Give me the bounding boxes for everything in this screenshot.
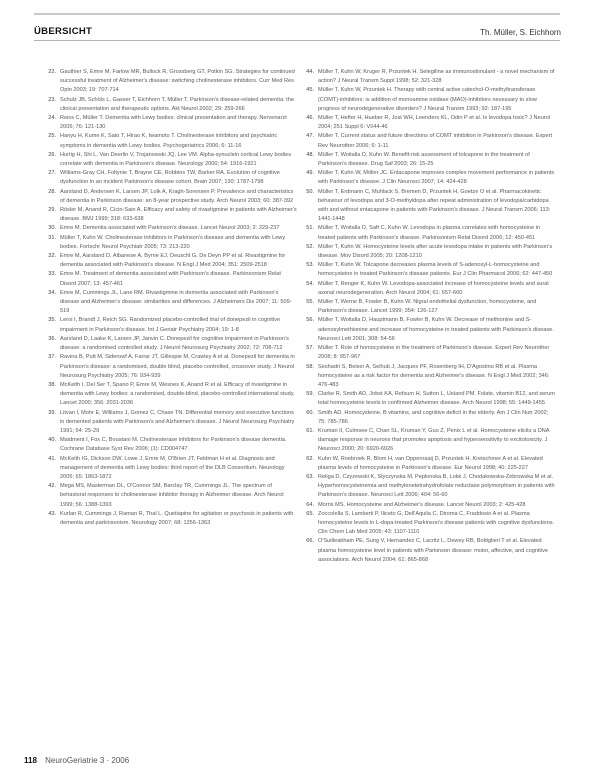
reference-item (306, 427, 556, 455)
reference-text: Kurlan R, Cummings J, Raman R, Thal L. Quetiapine for agitation or psychosis in patients with dementia and parkinsonism. Neurology 2007; 68: 1356-1363 (60, 510, 294, 526)
reference-number: 64. (306, 501, 314, 508)
reference-number: 38. (48, 381, 56, 388)
reference-number: 47. (306, 133, 314, 140)
reference-text: Zoccolella S, Lamberti P, Iliceto G, Dell'Aquila C, Diroma C, Fraddosio A et al. Plasma homocysteine levels in L-dopa-treated Parkinson's disease patients with cognitive dysfunctions. Clin Chem Lab Med 2005; 43: 1107-1110 (318, 510, 555, 536)
reference-item (48, 381, 298, 409)
reference-item (48, 482, 298, 510)
reference-text: Emre M. Dementia associated with Parkinson's disease. Lancet Neurol 2003; 2: 229-237 (60, 225, 280, 232)
reference-text: McKeith I, Del Ser T, Spano P, Emre M, Wesnes K, Anand R et al. Efficacy of rivastigmine in dementia with Lewy bodies: a randomised, double-blind, placebo-controlled international study. Lancet 2000; 356: 2031-2036 (60, 381, 295, 407)
reference-text: Müller T, Kuhn W. Cholinesterase inhibitors in Parkinson's disease and dementia with Lewy bodies. Fortschr Neurol Psychiatr 2005; 73: 213-220 (60, 234, 286, 250)
reference-number: 31. (48, 234, 56, 241)
reference-text: Müller T, Kuhn W. Homocysteine levels after acute levodopa intake in patients with Parkinson's disease. Mov Disord 2005; 20: 1208-1210 (318, 243, 553, 260)
reference-item (48, 409, 298, 437)
reference-number: 63. (306, 473, 314, 480)
reference-text: McKeith IG, Dickson DW, Lowe J, Emre M, O'Brien JT, Feldman H et al. Diagnosis and management of dementia with Lewy bodies: third report of the DLB Consortium. Neurology 2005; 65: 1863-1872 (60, 455, 285, 480)
reference-number: 29. (48, 207, 56, 214)
reference-text: Müller T, Kuhn W, Przuntek H. Therapy with central active catechol-O-methyltransferase (COMT)-inhibitors: is addition of monoamine oxidase (MAO)-inhibitors necessary to slow progress of neurodegenerative disorders? J Neural Transm 1993; 92: 187-195 (318, 87, 537, 112)
reference-number: 32. (48, 253, 56, 260)
reference-item (306, 537, 556, 565)
reference-number: 54. (306, 280, 314, 287)
reference-text: Litvan I, Mohr E, Williams J, Gomez C, Chase TN. Differential memory and executive functions in demented patients with Parkinson's and Alzheimer's disease. J Neurol Neurosurg Psychiatry 1991; 54: 25-29 (60, 409, 295, 434)
reference-item (306, 473, 556, 501)
reference-text: Müller T, Werne B, Fowler B, Kuhn W. Nigral endothelial dysfunction, homocysteine, and Parkinson's disease. Lancet 1999; 354: 126-127 (318, 299, 537, 315)
reference-item (48, 252, 298, 270)
reference-item (48, 436, 298, 454)
reference-number: 50. (306, 188, 314, 195)
reference-text: Williams-Gray CH, Foltynie T, Brayne CE, Robbins TW, Barker RA. Evolution of cognitive dysfunction in an incident Parkinson's disease cohort. Brain 2007; 130: 1787-1798 (60, 170, 280, 186)
reference-item (306, 510, 556, 538)
reference-item (48, 270, 298, 288)
reference-text: Müller T. Role of homocysteine in the treatment of Parkinson's disease. Expert Rev Neurother 2008; 8: 957-967 (318, 345, 550, 361)
reference-text: O'Suilleabhain PE, Sung V, Hernandez C, Lacritz L, Dewey RB, Bottiglieri T et al. Elevated plasma homocysteine level in patients with Parkinson disease: motor, affective, and cognitive associations. Arch Neurol 2004; 61: 865-868 (318, 538, 548, 563)
reference-number: 58. (306, 363, 314, 370)
reference-number: 53. (306, 262, 314, 269)
reference-text: Müller T, Woitalla D, Kuhn W. Benefit-risk assessment of tolcapone in the treatment of Parkinson's disease. Drug Saf 2003; 26: 15-25 (318, 151, 530, 168)
reference-text: Müller T, Kuhn W, Kruger R, Przuntek H. Selegiline as immunostimulant - a novel mechanism of action? J Neural Transm Suppl 1998; 52: 321-328 (318, 69, 555, 85)
reference-item (306, 390, 556, 408)
reference-number: 39. (48, 409, 56, 416)
page-footer (24, 756, 129, 765)
title-rule (34, 40, 560, 41)
reference-number: 59. (306, 391, 314, 398)
reference-item (48, 289, 298, 317)
reference-number: 46. (306, 115, 314, 122)
reference-text: Ravina B, Putt M, Siderowf A, Farrar JT, Gillespie M, Crawley A et al. Donepezil for dementia in Parkinson's disease: a randomised, double blind, placebo controlled, crossover study. J Neurol Neurosurg Psychiatry 2005; 76: 934-939 (60, 354, 295, 379)
reference-text: Hanyu H, Kume K, Sato T, Hirao K, Iwamoto T. Cholinesterase inhibitors and psychiatric symptoms in dementia with Lewy bodies. Psychogeriatrics 2006; 6: 11-16 (60, 133, 278, 149)
reference-item (48, 224, 298, 233)
reference-item (48, 132, 298, 150)
reference-number: 37. (48, 354, 56, 361)
reference-item (306, 316, 556, 344)
reference-text: Reiss C, Müller T. Dementia with Lewy bodies: clinical presentation and therapy. Nervenarzt 2005; 76: 121-130 (60, 115, 287, 131)
reference-number: 55. (306, 299, 314, 306)
reference-text: Clarke R, Smith AD, Jobst KA, Refsum H, Sutton L, Ueland PM. Folate, vitamin B12, and serum total homocysteine levels in confirmed Alzheimer disease. Arch Neurol 1998; 55: 1449-1455 (318, 391, 555, 407)
reference-text: Smith AD. Homocysteine, B vitamins, and cognitive deficit in the elderly. Am J Clin Nutr 2002; 75: 785-786 (318, 409, 549, 425)
reference-number: 57. (306, 345, 314, 352)
reference-text: Emre M. Treatment of dementia associated with Parkinson's disease. Parkinsonism Relat Disord 2007; 13: 457-461 (60, 271, 281, 287)
reference-item (306, 501, 556, 510)
reference-number: 41. (48, 455, 56, 462)
reference-number: 34. (48, 289, 56, 296)
reference-number: 40. (48, 437, 56, 444)
reference-text: Schulz JB, Schöls L, Gasser T, Eichhorn T, Müller T. Parkinson's disease-related dementia: the clinical presentation and therapeutic options. Akt Neurol 2002; 29: 259-266 (60, 96, 294, 112)
reference-number: 23. (48, 96, 56, 103)
reference-number: 42. (48, 483, 56, 490)
reference-number: 22. (48, 69, 56, 75)
reference-number: 56. (306, 317, 314, 324)
reference-item (306, 86, 556, 114)
reference-number: 62. (306, 455, 314, 462)
reference-text: Müller T, Woitalla D, Hauptmann B, Fowler B, Kuhn W. Decrease of methionine and S-adenosylmethionine and increase of homocysteine in treated patients with Parkinson's disease. Neurosci Lett 2001; 308: 54-56 (318, 317, 554, 342)
reference-item (48, 96, 298, 114)
reference-number: 25. (48, 133, 56, 140)
reference-item (306, 344, 556, 362)
reference-item (306, 224, 556, 242)
reference-item (306, 280, 556, 298)
page-number: 118 (24, 756, 37, 765)
reference-number: 51. (306, 225, 314, 232)
reference-number: 27. (48, 170, 56, 177)
reference-item (48, 114, 298, 132)
reference-number: 45. (306, 87, 314, 94)
reference-text: Seshadri S, Beiser A, Selhub J, Jacques PF, Rosenberg IH, D'Agostino RB et al. Plasma homocysteine as a risk factor for dementia and Alzheimer's disease. N Engl J Med 2002; 346: 476-483 (318, 363, 550, 388)
reference-number: 52. (306, 243, 314, 250)
reference-list-left (48, 68, 298, 528)
reference-text: Müller T, Hefter H, Hueber R, Jost WH, Leenders KL, Odin P et al. Is levodopa toxic? J Neurol 2004; 251 Suppl 6: VI/44-46 (318, 115, 551, 131)
reference-item (306, 132, 556, 150)
reference-text: Müller T, Renger K, Kuhn W. Levodopa-associated increase of homocysteine levels and sural axonal neurodegeneration. Arch Neurol 2004; 61: 657-660 (318, 280, 549, 296)
reference-text: Mega MS, Masterman DL, O'Connor SM, Barclay TR, Cummings JL. The spectrum of behavioral responses to cholinesterase inhibitor therapy in Alzheimer disease. Arch Neurol 1999; 56: 1388-1393 (60, 483, 284, 508)
reference-number: 49. (306, 170, 314, 177)
reference-number: 66. (306, 538, 314, 545)
reference-number: 48. (306, 151, 314, 158)
reference-item (306, 114, 556, 132)
reference-number: 43. (48, 510, 56, 517)
reference-item (306, 363, 556, 391)
reference-item (306, 298, 556, 316)
reference-list-right (306, 68, 556, 565)
reference-text: Müller T, Erdmann C, Muhlack S, Bremen D, Przuntek H, Goetze O et al. Pharmacokinetic behaviour of levodopa and 3-O-methyldopa after repeat administration of levodopa/carbidopa with and without entacapone in patients with Parkinson's disease. J Neural Transm 2006; 113: 1441-1448 (318, 188, 551, 223)
reference-text: Maidment I, Fox C, Boustani M. Cholinesterase inhibitors for Parkinson's disease dementia. Cochrane Database Syst Rev 2006; (1): CD004747 (60, 437, 287, 453)
reference-item (48, 169, 298, 187)
reference-text: Aarsland D, Andersen K, Larsen JP, Lolk A, Kragh-Sorensen P. Prevalence and characteristics of dementia in Parkinson disease: an 8-year prospective study. Arch Neurol 2003; 60: 387-392 (60, 188, 294, 204)
reference-text: Rösler M, Anand R, Cicin-Sain A. Efficacy and safety of rivastigmine in patients with Alzheimer's disease. BMJ 1999; 318: 633-638 (60, 207, 297, 223)
reference-text: Morris MS. Homocysteine and Alzheimer's disease. Lancet Neurol 2003; 2: 425-428 (318, 501, 526, 508)
reference-number: 26. (48, 151, 56, 158)
reference-text: Müller T, Kuhn W, Möller JC. Entacapone improves complex movement performance in patients with Parkinson's disease. J Clin Neurosci 2007; 14: 424-428 (318, 170, 555, 186)
reference-item (48, 151, 298, 169)
reference-text: Leroi I, Brandt J, Reich SG. Randomized placebo-controlled trial of donepezil in cognitive impairment in Parkinson's disease. Int J Geriatr Psychiatry 2004; 19: 1-8 (60, 317, 281, 333)
reference-text: Aarsland D, Laake K, Larsen JP, Janvin C. Donepezil for cognitive impairment in Parkinson's disease: a randomised controlled study. J Neurol Neurosurg Psychiatry 2002; 72: 708-712 (60, 335, 289, 352)
reference-text: Hurtig H, Shi L, Van Deerlin V, Trojanowski JQ, Lee VM. Alpha-synuclein cortical Lewy bodies correlate with dementia in Parkinson's disease. Neurology 2000; 54: 1916-1921 (60, 151, 292, 168)
reference-item (48, 316, 298, 334)
reference-number: 33. (48, 271, 56, 278)
reference-number: 44. (306, 69, 314, 75)
reference-item (48, 206, 298, 224)
reference-text: Emre M, Aarsland D, Albanese A, Byrne EJ, Deuschl G, De Deyn PP et al. Rivastigmine for dementia associated with Parkinson's disease. N Engl J Med 2004; 351: 2509-2518 (60, 253, 286, 269)
reference-text: Müller T, Woitalla D, Saft C, Kuhn W. Levodopa in plasma correlates with homocysteine in treated patients with Parkinson's disease. Parkinsonism Relat Disord 2006; 12: 450-451 (318, 225, 541, 241)
reference-text: Gauthier S, Emre M, Farlow MR, Bullock R, Grossberg GT, Potkin SG. Strategies for continued successful treatment of Alzheimer's disease: switching cholinesterase inhibitors. Curr Med Res Opin 2003; 19: 707-714 (60, 69, 295, 94)
running-head-authors: Th. Müller, S. Eichhorn (480, 28, 561, 37)
reference-item (48, 234, 298, 252)
reference-item (48, 68, 298, 96)
reference-number: 65. (306, 510, 314, 517)
reference-text: Müller T, Kuhn W. Tolcapone decreases plasma levels of S-adenosyl-L-homocysteine and homocysteine in treated Parkinson's disease patients. Eur J Clin Pharmacol 2006; 62: 447-450 (318, 262, 553, 278)
reference-number: 36. (48, 335, 56, 342)
reference-number: 60. (306, 409, 314, 416)
reference-number: 28. (48, 188, 56, 195)
reference-text: Religa D, Czyzewski K, Styczynska M, Peplonska B, Lokk J, Chodakowska-Zebrowska M et al. Hyperhomocysteinemia and methylenetetrahydrofolate reductase polymorphism in patients with Parkinson's disease. Neurosci Lett 2006; 404: 56-60 (318, 473, 555, 499)
reference-item (306, 151, 556, 169)
reference-text: Kuhn W, Roebroek R, Blom H, van Oppenraaij D, Przuntek H, Kretschmer A et al. Elevated plasma levels of homocysteine in Parkinson's disease. Eur Neurol 1998; 40: 225-227 (318, 455, 543, 471)
reference-item (306, 409, 556, 427)
reference-text: Kruman II, Culmsee C, Chan SL, Kruman Y, Guo Z, Penix L et al. Homocysteine elicits a DNA damage response in neurons that promotes apoptosis and hypersensitivity to excitotoxicity. J Neurosci 2000; 20: 6920-6926 (318, 427, 550, 453)
reference-item (306, 455, 556, 473)
reference-item (306, 261, 556, 279)
reference-number: 35. (48, 317, 56, 324)
reference-item (48, 353, 298, 381)
reference-number: 30. (48, 225, 56, 232)
reference-item (48, 335, 298, 353)
reference-item (306, 68, 556, 86)
reference-item (306, 169, 556, 187)
reference-number: 24. (48, 115, 56, 122)
reference-item (48, 455, 298, 483)
reference-item (306, 188, 556, 225)
reference-item (48, 510, 298, 528)
header-rule (34, 13, 560, 15)
journal-name: NeuroGeriatrie 3 · 2006 (45, 756, 130, 765)
section-title: ÜBERSICHT (34, 26, 93, 37)
reference-item (48, 188, 298, 206)
reference-number: 61. (306, 427, 314, 434)
reference-text: Emre M, Cummings JL, Lane RM. Rivastigmine in dementia associated with Parkinson's disease and Alzheimer's disease: similarities and differences. J Alzheimers Dis 2007; 11: 509-519 (60, 289, 292, 315)
reference-item (306, 243, 556, 261)
reference-text: Müller T. Current status and future directions of COMT inhibition in Parkinson's disease. Expert Rev Neurother 2006; 6: 1-11 (318, 133, 553, 149)
